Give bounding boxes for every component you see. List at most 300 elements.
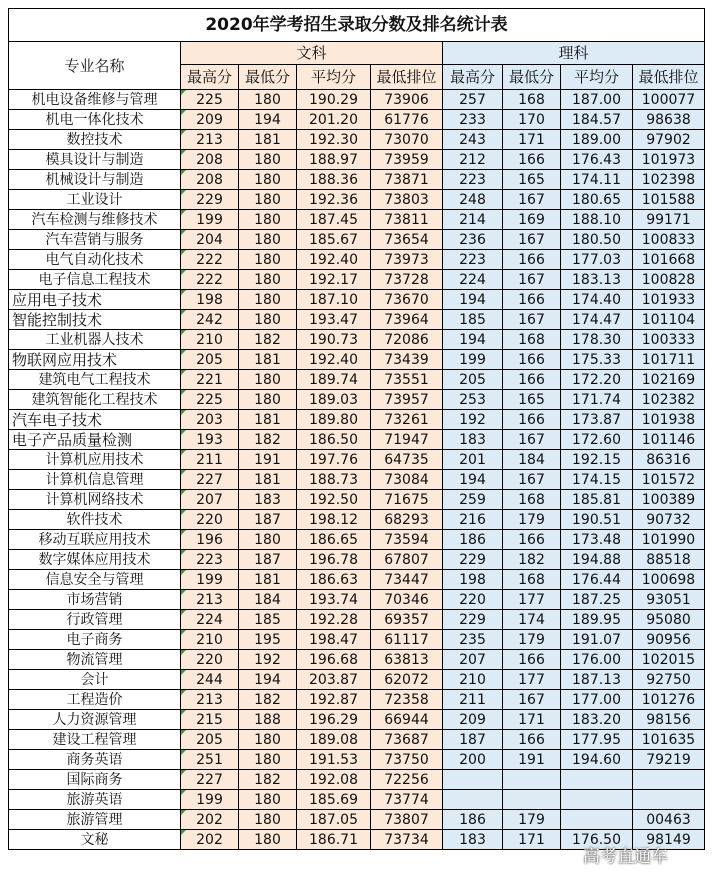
score-cell: 194 xyxy=(239,110,297,130)
score-cell: 212 xyxy=(443,150,503,170)
score-cell: 188 xyxy=(239,710,297,730)
score-cell: 180 xyxy=(239,150,297,170)
score-cell: 167 xyxy=(503,310,561,330)
score-cell: 225 xyxy=(181,390,239,410)
score-cell: 184 xyxy=(503,450,561,470)
major-name: 物流管理 xyxy=(9,650,181,670)
score-cell: 209 xyxy=(443,710,503,730)
score-cell: 257 xyxy=(443,90,503,110)
score-cell: 216 xyxy=(443,510,503,530)
score-cell xyxy=(561,770,633,790)
score-cell: 233 xyxy=(443,110,503,130)
score-cell: 189.80 xyxy=(297,410,371,430)
score-cell: 192.28 xyxy=(297,610,371,630)
score-cell: 69357 xyxy=(371,610,443,630)
major-name: 旅游英语 xyxy=(9,790,181,810)
column-header: 平均分 xyxy=(561,65,633,90)
table-row xyxy=(9,590,705,610)
score-cell: 198.47 xyxy=(297,630,371,650)
score-cell: 193.47 xyxy=(297,310,371,330)
score-cell xyxy=(561,810,633,830)
score-cell: 205 xyxy=(181,730,239,750)
score-cell: 202 xyxy=(181,830,239,850)
column-header: 最高分 xyxy=(181,65,239,90)
score-cell: 211 xyxy=(443,690,503,710)
score-cell: 176.43 xyxy=(561,150,633,170)
score-cell: 224 xyxy=(181,610,239,630)
score-cell: 203.87 xyxy=(297,670,371,690)
score-cell: 213 xyxy=(181,690,239,710)
major-name: 信息安全与管理 xyxy=(9,570,181,590)
score-cell: 194.88 xyxy=(561,550,633,570)
score-cell: 193.74 xyxy=(297,590,371,610)
column-header: 最低排位 xyxy=(633,65,705,90)
major-name: 电子商务 xyxy=(9,630,181,650)
score-cell: 168 xyxy=(503,90,561,110)
score-cell: 98149 xyxy=(633,830,705,850)
score-cell: 73594 xyxy=(371,530,443,550)
score-cell: 187.25 xyxy=(561,590,633,610)
score-cell: 183 xyxy=(443,830,503,850)
score-cell: 100077 xyxy=(633,90,705,110)
score-cell: 180 xyxy=(239,210,297,230)
score-cell: 204 xyxy=(181,230,239,250)
score-cell: 172.60 xyxy=(561,430,633,450)
score-cell: 166 xyxy=(503,350,561,370)
score-cell: 213 xyxy=(181,130,239,150)
score-cell: 188.73 xyxy=(297,470,371,490)
score-cell: 180.50 xyxy=(561,230,633,250)
score-cell: 205 xyxy=(443,370,503,390)
table-row xyxy=(9,130,705,150)
score-cell: 210 xyxy=(181,330,239,350)
major-name: 商务英语 xyxy=(9,750,181,770)
table-row xyxy=(9,710,705,730)
score-cell: 101635 xyxy=(633,730,705,750)
score-cell: 182 xyxy=(239,330,297,350)
score-cell: 168 xyxy=(503,330,561,350)
score-cell: 101572 xyxy=(633,470,705,490)
score-cell: 182 xyxy=(503,550,561,570)
score-cell: 165 xyxy=(503,170,561,190)
table-row xyxy=(9,550,705,570)
score-cell: 166 xyxy=(503,250,561,270)
score-cell: 177 xyxy=(503,590,561,610)
score-cell: 181 xyxy=(239,470,297,490)
score-cell: 88518 xyxy=(633,550,705,570)
score-cell: 202 xyxy=(181,810,239,830)
table-row xyxy=(9,330,705,350)
score-cell: 189.74 xyxy=(297,370,371,390)
score-cell: 101973 xyxy=(633,150,705,170)
score-cell: 101104 xyxy=(633,310,705,330)
table-row xyxy=(9,510,705,530)
score-cell: 180 xyxy=(239,730,297,750)
major-name: 应用电子技术 xyxy=(9,290,181,310)
score-cell: 67807 xyxy=(371,550,443,570)
score-cell: 194 xyxy=(443,330,503,350)
score-cell: 180 xyxy=(239,790,297,810)
score-cell: 203 xyxy=(181,410,239,430)
score-cell: 170 xyxy=(503,110,561,130)
score-cell: 192 xyxy=(443,410,503,430)
score-cell: 190.29 xyxy=(297,90,371,110)
score-cell: 73959 xyxy=(371,150,443,170)
score-cell: 222 xyxy=(181,270,239,290)
score-cell: 73803 xyxy=(371,190,443,210)
table-row xyxy=(9,210,705,230)
score-cell: 68293 xyxy=(371,510,443,530)
major-name: 数控技术 xyxy=(9,130,181,150)
wenke-header: 文科 xyxy=(181,42,443,65)
score-cell: 166 xyxy=(503,150,561,170)
score-cell: 182 xyxy=(239,770,297,790)
score-cell: 188.10 xyxy=(561,210,633,230)
score-cell: 189.95 xyxy=(561,610,633,630)
score-cell: 181 xyxy=(239,570,297,590)
major-name: 移动互联应用技术 xyxy=(9,530,181,550)
score-cell: 101668 xyxy=(633,250,705,270)
score-cell: 93051 xyxy=(633,590,705,610)
score-cell: 192.08 xyxy=(297,770,371,790)
score-cell: 195 xyxy=(239,630,297,650)
score-cell: 253 xyxy=(443,390,503,410)
score-cell: 171.74 xyxy=(561,390,633,410)
score-cell: 187 xyxy=(239,510,297,530)
score-cell: 00463 xyxy=(633,810,705,830)
score-cell: 173.48 xyxy=(561,530,633,550)
table-row xyxy=(9,190,705,210)
score-cell: 196 xyxy=(181,530,239,550)
major-name: 电气自动化技术 xyxy=(9,250,181,270)
score-cell: 177 xyxy=(503,670,561,690)
score-cell: 98638 xyxy=(633,110,705,130)
score-cell: 174 xyxy=(503,610,561,630)
score-cell: 180 xyxy=(239,370,297,390)
score-cell: 192.87 xyxy=(297,690,371,710)
score-cell: 181 xyxy=(239,350,297,370)
score-cell: 184 xyxy=(239,590,297,610)
score-cell: 188.36 xyxy=(297,170,371,190)
score-cell: 180 xyxy=(239,90,297,110)
score-cell xyxy=(633,770,705,790)
score-cell: 229 xyxy=(443,610,503,630)
major-name: 建筑电气工程技术 xyxy=(9,370,181,390)
score-cell: 171 xyxy=(503,830,561,850)
score-cell: 71947 xyxy=(371,430,443,450)
score-cell: 227 xyxy=(181,470,239,490)
score-cell: 79219 xyxy=(633,750,705,770)
score-cell: 223 xyxy=(443,170,503,190)
score-cell: 176.00 xyxy=(561,650,633,670)
score-cell: 185.69 xyxy=(297,790,371,810)
score-cell: 73687 xyxy=(371,730,443,750)
score-cell: 189.08 xyxy=(297,730,371,750)
score-cell: 209 xyxy=(181,110,239,130)
column-header: 最低分 xyxy=(503,65,561,90)
table-row xyxy=(9,470,705,490)
table-row xyxy=(9,110,705,130)
score-cell: 199 xyxy=(443,350,503,370)
score-cell: 100698 xyxy=(633,570,705,590)
table-row xyxy=(9,570,705,590)
score-cell: 181 xyxy=(239,410,297,430)
score-cell: 61776 xyxy=(371,110,443,130)
score-cell: 191.53 xyxy=(297,750,371,770)
score-cell: 167 xyxy=(503,230,561,250)
table-row xyxy=(9,690,705,710)
score-cell: 229 xyxy=(443,550,503,570)
score-cell: 180 xyxy=(239,310,297,330)
score-cell: 213 xyxy=(181,590,239,610)
like-header: 理科 xyxy=(443,42,705,65)
score-cell: 214 xyxy=(443,210,503,230)
score-cell: 194.60 xyxy=(561,750,633,770)
score-cell: 73261 xyxy=(371,410,443,430)
score-cell: 223 xyxy=(181,550,239,570)
score-cell: 183 xyxy=(443,430,503,450)
score-cell: 181 xyxy=(239,130,297,150)
score-cell: 101938 xyxy=(633,410,705,430)
score-cell: 180 xyxy=(239,230,297,250)
score-cell: 166 xyxy=(503,370,561,390)
major-name: 汽车检测与维修技术 xyxy=(9,210,181,230)
score-cell: 183.13 xyxy=(561,270,633,290)
table-row xyxy=(9,270,705,290)
score-cell: 180 xyxy=(239,250,297,270)
score-cell: 174.15 xyxy=(561,470,633,490)
major-name: 智能控制技术 xyxy=(9,310,181,330)
score-cell: 192.40 xyxy=(297,250,371,270)
score-cell: 73811 xyxy=(371,210,443,230)
major-name: 电子产品质量检测 xyxy=(9,430,181,450)
score-table-sheet xyxy=(8,8,704,867)
score-cell: 192.36 xyxy=(297,190,371,210)
score-cell: 174.47 xyxy=(561,310,633,330)
score-cell: 72086 xyxy=(371,330,443,350)
score-cell: 102169 xyxy=(633,370,705,390)
score-cell: 182 xyxy=(239,430,297,450)
score-cell: 100828 xyxy=(633,270,705,290)
major-name: 计算机应用技术 xyxy=(9,450,181,470)
score-cell: 177.03 xyxy=(561,250,633,270)
score-cell: 180.65 xyxy=(561,190,633,210)
score-cell: 101933 xyxy=(633,290,705,310)
score-cell: 72256 xyxy=(371,770,443,790)
score-cell: 192.17 xyxy=(297,270,371,290)
score-table xyxy=(8,8,705,850)
score-cell: 191 xyxy=(503,750,561,770)
table-title: 2020年学考招生录取分数及排名统计表 xyxy=(9,9,705,42)
score-cell: 173.87 xyxy=(561,410,633,430)
major-name: 软件技术 xyxy=(9,510,181,530)
score-cell: 73084 xyxy=(371,470,443,490)
score-cell: 187.00 xyxy=(561,90,633,110)
score-cell: 244 xyxy=(181,670,239,690)
score-cell: 211 xyxy=(181,450,239,470)
score-cell: 222 xyxy=(181,250,239,270)
score-cell: 186.63 xyxy=(297,570,371,590)
table-row xyxy=(9,450,705,470)
score-cell: 190.51 xyxy=(561,510,633,530)
score-cell: 180 xyxy=(239,530,297,550)
table-row xyxy=(9,670,705,690)
score-cell: 179 xyxy=(503,510,561,530)
score-cell: 223 xyxy=(443,250,503,270)
column-header: 最低排位 xyxy=(371,65,443,90)
score-cell: 176.44 xyxy=(561,570,633,590)
table-row xyxy=(9,90,705,110)
table-row xyxy=(9,390,705,410)
score-cell xyxy=(443,790,503,810)
score-cell: 208 xyxy=(181,150,239,170)
score-cell: 180 xyxy=(239,190,297,210)
major-name: 机电一体化技术 xyxy=(9,110,181,130)
score-cell: 198 xyxy=(181,290,239,310)
score-cell: 167 xyxy=(503,190,561,210)
score-cell: 63813 xyxy=(371,650,443,670)
table-row xyxy=(9,310,705,330)
major-name: 物联网应用技术 xyxy=(9,350,181,370)
score-cell: 221 xyxy=(181,370,239,390)
score-cell: 191 xyxy=(239,450,297,470)
score-cell: 180 xyxy=(239,750,297,770)
score-cell: 188.97 xyxy=(297,150,371,170)
table-row xyxy=(9,610,705,630)
score-cell: 220 xyxy=(181,650,239,670)
major-name: 建设工程管理 xyxy=(9,730,181,750)
score-cell: 171 xyxy=(503,710,561,730)
score-cell: 194 xyxy=(443,470,503,490)
score-cell: 73871 xyxy=(371,170,443,190)
score-cell: 73750 xyxy=(371,750,443,770)
score-cell: 172.20 xyxy=(561,370,633,390)
score-cell: 179 xyxy=(503,630,561,650)
score-cell: 168 xyxy=(503,570,561,590)
score-cell: 192 xyxy=(239,650,297,670)
score-cell: 180 xyxy=(239,830,297,850)
score-cell: 167 xyxy=(503,270,561,290)
column-header: 最低分 xyxy=(239,65,297,90)
score-cell: 166 xyxy=(503,730,561,750)
score-cell xyxy=(503,770,561,790)
table-row xyxy=(9,750,705,770)
score-cell: 192.15 xyxy=(561,450,633,470)
score-cell: 186 xyxy=(443,810,503,830)
score-cell: 174.11 xyxy=(561,170,633,190)
score-cell: 251 xyxy=(181,750,239,770)
major-name: 计算机网络技术 xyxy=(9,490,181,510)
score-cell: 73774 xyxy=(371,790,443,810)
table-row xyxy=(9,170,705,190)
score-cell: 186 xyxy=(443,530,503,550)
score-cell: 73728 xyxy=(371,270,443,290)
score-cell: 70346 xyxy=(371,590,443,610)
major-name: 数字媒体应用技术 xyxy=(9,550,181,570)
score-cell: 201.20 xyxy=(297,110,371,130)
score-cell: 227 xyxy=(181,770,239,790)
score-cell: 215 xyxy=(181,710,239,730)
score-cell: 167 xyxy=(503,470,561,490)
score-cell: 229 xyxy=(181,190,239,210)
score-cell: 183.20 xyxy=(561,710,633,730)
table-row xyxy=(9,490,705,510)
score-cell: 102382 xyxy=(633,390,705,410)
score-cell: 180 xyxy=(239,390,297,410)
table-row xyxy=(9,370,705,390)
score-cell: 178.30 xyxy=(561,330,633,350)
major-name: 市场营销 xyxy=(9,590,181,610)
major-name: 汽车电子技术 xyxy=(9,410,181,430)
score-cell: 100833 xyxy=(633,230,705,250)
score-cell: 73973 xyxy=(371,250,443,270)
score-cell: 166 xyxy=(503,410,561,430)
score-cell: 73439 xyxy=(371,350,443,370)
major-header: 专业名称 xyxy=(9,42,181,90)
score-cell: 180 xyxy=(239,810,297,830)
score-cell: 101588 xyxy=(633,190,705,210)
score-cell: 187 xyxy=(443,730,503,750)
score-cell: 73070 xyxy=(371,130,443,150)
score-cell xyxy=(561,790,633,810)
score-cell: 72358 xyxy=(371,690,443,710)
score-cell: 101990 xyxy=(633,530,705,550)
table-row xyxy=(9,770,705,790)
score-cell: 194 xyxy=(239,670,297,690)
major-name: 文秘 xyxy=(9,830,181,850)
score-cell: 199 xyxy=(181,790,239,810)
score-cell: 199 xyxy=(181,570,239,590)
score-cell: 167 xyxy=(503,430,561,450)
score-cell xyxy=(503,790,561,810)
score-cell: 64735 xyxy=(371,450,443,470)
score-cell: 186.71 xyxy=(297,830,371,850)
score-cell: 176.50 xyxy=(561,830,633,850)
major-name: 计算机信息管理 xyxy=(9,470,181,490)
score-cell: 192.40 xyxy=(297,350,371,370)
score-cell: 242 xyxy=(181,310,239,330)
score-cell: 101276 xyxy=(633,690,705,710)
major-name: 会计 xyxy=(9,670,181,690)
score-cell: 100389 xyxy=(633,490,705,510)
score-cell: 220 xyxy=(443,590,503,610)
score-cell: 166 xyxy=(503,530,561,550)
score-cell: 196.78 xyxy=(297,550,371,570)
score-cell: 177.00 xyxy=(561,690,633,710)
score-cell: 243 xyxy=(443,130,503,150)
major-name: 电子信息工程技术 xyxy=(9,270,181,290)
score-cell: 100333 xyxy=(633,330,705,350)
score-cell: 210 xyxy=(443,670,503,690)
score-cell: 196.68 xyxy=(297,650,371,670)
score-cell: 189.00 xyxy=(561,130,633,150)
major-name: 模具设计与制造 xyxy=(9,150,181,170)
score-cell: 101146 xyxy=(633,430,705,450)
score-cell: 208 xyxy=(181,170,239,190)
score-cell xyxy=(633,790,705,810)
score-cell: 224 xyxy=(443,270,503,290)
score-cell: 197.76 xyxy=(297,450,371,470)
table-row xyxy=(9,790,705,810)
score-cell: 71675 xyxy=(371,490,443,510)
major-name: 机电设备维修与管理 xyxy=(9,90,181,110)
score-cell: 248 xyxy=(443,190,503,210)
score-cell: 73447 xyxy=(371,570,443,590)
score-cell: 171 xyxy=(503,130,561,150)
major-name: 行政管理 xyxy=(9,610,181,630)
watermark-text: 高考直通车 xyxy=(583,847,668,867)
score-cell: 182 xyxy=(239,690,297,710)
